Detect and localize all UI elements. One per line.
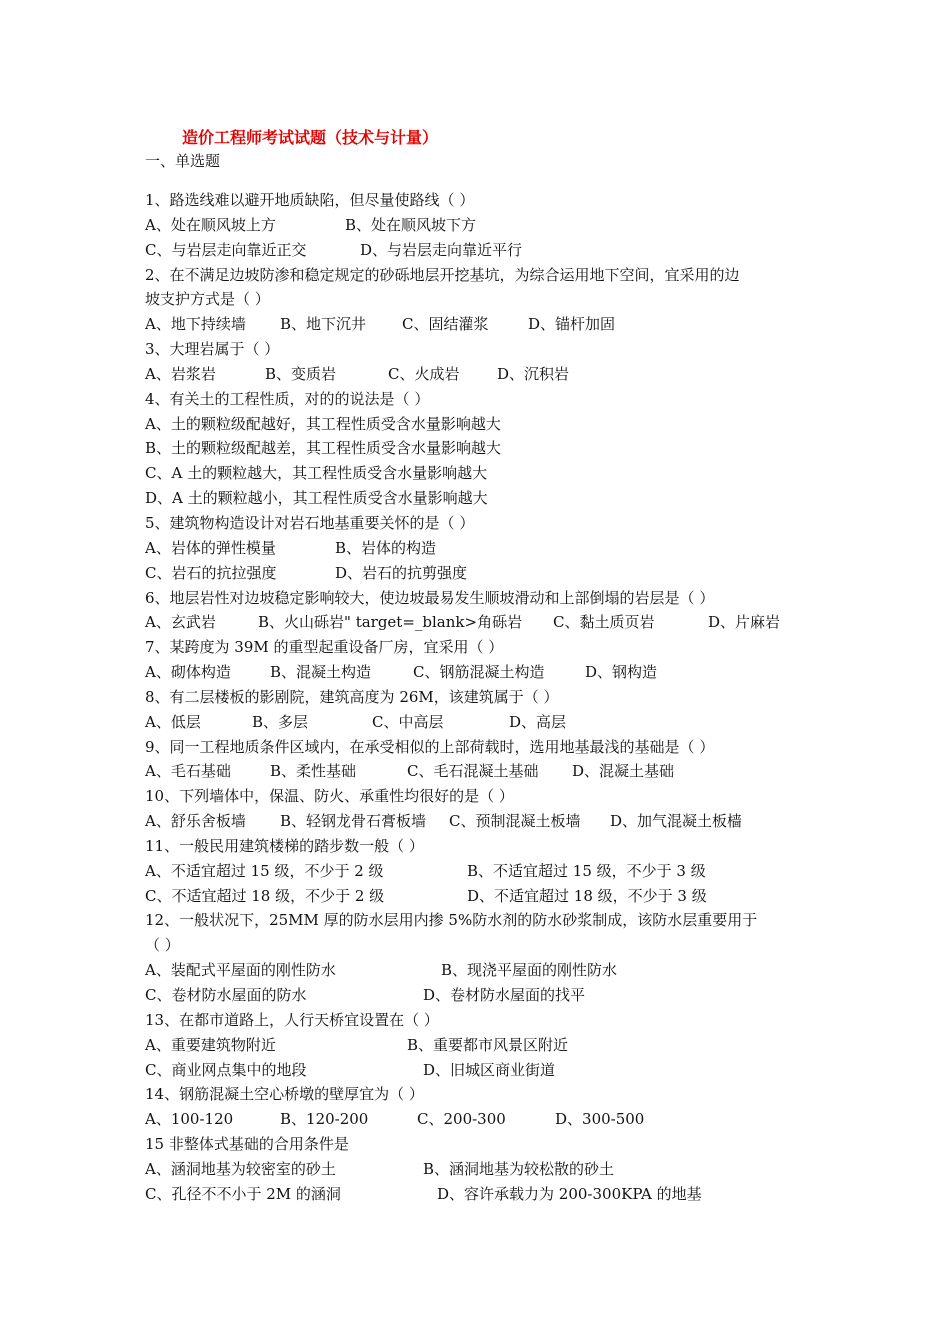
options-row <box>145 859 815 884</box>
answer-option: C、卷材防水屋面的防水 <box>145 986 307 1004</box>
options-row <box>145 561 815 586</box>
answer-option: C、与岩层走向靠近正交 <box>145 240 307 259</box>
question-text: （ ） <box>145 936 180 955</box>
options-row <box>145 1033 815 1058</box>
answer-option: D、混凝土基础 <box>572 762 675 781</box>
answer-option: A、低层 <box>145 712 201 731</box>
options-row <box>145 238 815 263</box>
answer-option: D、岩石的抗剪强度 <box>335 563 468 582</box>
options-row <box>145 610 815 635</box>
answer-option: A、100-120 <box>145 1110 234 1129</box>
question-text: 14、钢筋混凝土空心桥墩的壁厚宜为（ ） <box>145 1085 424 1104</box>
answer-option: D、高层 <box>509 712 567 731</box>
answer-option: B、岩体的构造 <box>335 538 437 557</box>
answer-option: D、容许承载力为 200-300KPA 的地基 <box>437 1184 702 1203</box>
question-text: 6、地层岩性对边坡稳定影响较大，使边坡最易发生顺坡滑动和上部倒塌的岩层是（ ） <box>145 588 715 607</box>
answer-option: A、处在顺风坡上方 <box>145 215 276 234</box>
answer-option: D、片麻岩 <box>708 613 781 632</box>
answer-option: D、钢构造 <box>585 663 658 682</box>
section-heading: 一、单选题 <box>145 152 221 170</box>
question-text: 3、大理岩属于（ ） <box>145 340 280 359</box>
question-text: 12、一般状况下，25MM 厚的防水层用内掺 5%防水剂的防水砂浆制成，该防水层重要用于 <box>145 911 758 930</box>
options-row <box>145 983 815 1008</box>
answer-option: B、现浇平屋面的刚性防水 <box>441 961 618 980</box>
options-row <box>145 362 815 387</box>
answer-option: B、重要都市风景区附近 <box>407 1035 569 1054</box>
answer-option: A、砌体构造 <box>145 663 231 682</box>
question-text: 8、有二层楼板的影剧院，建筑高度为 26M，该建筑属于（ ） <box>145 687 559 706</box>
answer-option: C、预制混凝土板墙 <box>449 812 581 831</box>
answer-option: D、加气混凝土板樯 <box>610 812 743 831</box>
answer-option: B、柔性基础 <box>270 762 357 781</box>
answer-option: B、不适宜超过 15 级，不少于 3 级 <box>467 861 706 880</box>
options-row <box>145 710 815 735</box>
answer-option: C、固结灌浆 <box>402 315 489 334</box>
options-row <box>145 884 815 909</box>
options-row <box>145 436 815 461</box>
answer-option: C、岩石的抗拉强度 <box>145 563 277 582</box>
answer-option: C、中高层 <box>372 712 444 731</box>
options-row <box>145 486 815 511</box>
options-row <box>145 536 815 561</box>
question-text: 4、有关土的工程性质，对的的说法是（ ） <box>145 389 430 408</box>
options-row <box>145 759 815 784</box>
document-title: 造价工程师考试试题（技术与计量） <box>182 128 439 147</box>
answer-option: D、300-500 <box>555 1110 645 1129</box>
options-row <box>145 412 815 437</box>
answer-option: C、钢筋混凝土构造 <box>413 663 545 682</box>
options-row <box>145 1107 815 1132</box>
answer-option: D、与岩层走向靠近平行 <box>360 240 523 259</box>
answer-option: D、沉积岩 <box>497 364 570 383</box>
answer-option: A、重要建筑物附近 <box>145 1035 276 1054</box>
question-text: 7、某跨度为 39M 的重型起重设备厂房，宜采用（ ） <box>145 638 504 657</box>
answer-option: C、火成岩 <box>388 364 460 383</box>
question-text: 1、路选线难以避开地质缺陷，但尽量使路线（ ） <box>145 191 475 209</box>
answer-option: B、土的颗粒级配越差，其工程性质受含水量影响越大 <box>145 439 502 458</box>
answer-option: B、地下沉井 <box>280 315 367 334</box>
answer-option: D、锚杆加固 <box>528 315 616 334</box>
question-text: 9、同一工程地质条件区域内，在承受相似的上部荷载时，选用地基最浅的基础是（ ） <box>145 737 715 756</box>
options-row <box>145 809 815 834</box>
answer-option: B、涵洞地基为较松散的砂土 <box>423 1159 615 1178</box>
answer-option: B、多层 <box>252 712 309 731</box>
question-text: 11、一般民用建筑楼梯的踏步数一般（ ） <box>145 836 424 855</box>
answer-option: A、岩体的弹性模量 <box>145 538 276 557</box>
answer-option: B、火山砾岩" target=_blank>角砾岩 <box>258 613 523 632</box>
answer-option: B、变质岩 <box>265 364 337 383</box>
answer-option: A、不适宜超过 15 级，不少于 2 级 <box>145 861 384 880</box>
answer-option: A、毛石基础 <box>145 762 231 781</box>
answer-option: C、A 土的颗粒越大，其工程性质受含水量影响越大 <box>145 464 488 483</box>
question-text: 2、在不满足边坡防渗和稳定规定的砂砾地层开挖基坑，为综合运用地下空间，宜采用的边 <box>145 265 740 284</box>
answer-option: D、卷材防水屋面的找平 <box>423 986 586 1004</box>
answer-option: A、地下持续墙 <box>145 315 246 334</box>
answer-option: B、120-200 <box>280 1110 369 1129</box>
answer-option: D、旧城区商业街道 <box>423 1060 556 1079</box>
answer-option: B、轻钢龙骨石膏板墙 <box>280 812 427 831</box>
answer-option: B、混凝土构造 <box>270 663 372 682</box>
answer-option: C、商业网点集中的地段 <box>145 1060 307 1079</box>
question-text: 10、下列墙体中，保温、防火、承重性均很好的是（ ） <box>145 787 514 806</box>
answer-option: A、涵洞地基为较密室的砂土 <box>145 1159 336 1178</box>
answer-option: A、装配式平屋面的刚性防水 <box>145 961 336 980</box>
options-row <box>145 312 815 337</box>
question-list <box>145 188 815 1207</box>
question-text: 5、建筑物构造设计对岩石地基重要关怀的是（ ） <box>145 513 475 532</box>
answer-option: C、不适宜超过 18 级，不少于 2 级 <box>145 886 385 905</box>
answer-option: B、处在顺风坡下方 <box>345 215 477 234</box>
question-text: 13、在都市道路上，人行天桥宜设置在（ ） <box>145 1010 439 1029</box>
answer-option: A、玄武岩 <box>145 613 216 632</box>
answer-option: C、孔径不不小于 2M 的涵洞 <box>145 1184 341 1203</box>
options-row <box>145 1182 815 1207</box>
answer-option: A、舒乐舍板墙 <box>145 812 246 831</box>
options-row <box>145 461 815 486</box>
options-row <box>145 660 815 685</box>
options-row <box>145 213 815 238</box>
answer-option: D、A 土的颗粒越小，其工程性质受含水量影响越大 <box>145 489 488 508</box>
answer-option: C、200-300 <box>417 1110 506 1129</box>
options-row <box>145 1058 815 1083</box>
answer-option: D、不适宜超过 18 级，不少于 3 级 <box>467 886 707 905</box>
options-row <box>145 1157 815 1182</box>
answer-option: A、土的颗粒级配越好，其工程性质受含水量影响越大 <box>145 414 501 433</box>
options-row <box>145 958 815 983</box>
question-text: 坡支护方式是（ ） <box>145 290 270 309</box>
answer-option: A、岩浆岩 <box>145 364 216 383</box>
answer-option: C、黏土质页岩 <box>553 613 655 632</box>
question-text: 15 非整体式基础的合用条件是 <box>145 1135 349 1154</box>
answer-option: C、毛石混凝土基础 <box>407 762 539 781</box>
